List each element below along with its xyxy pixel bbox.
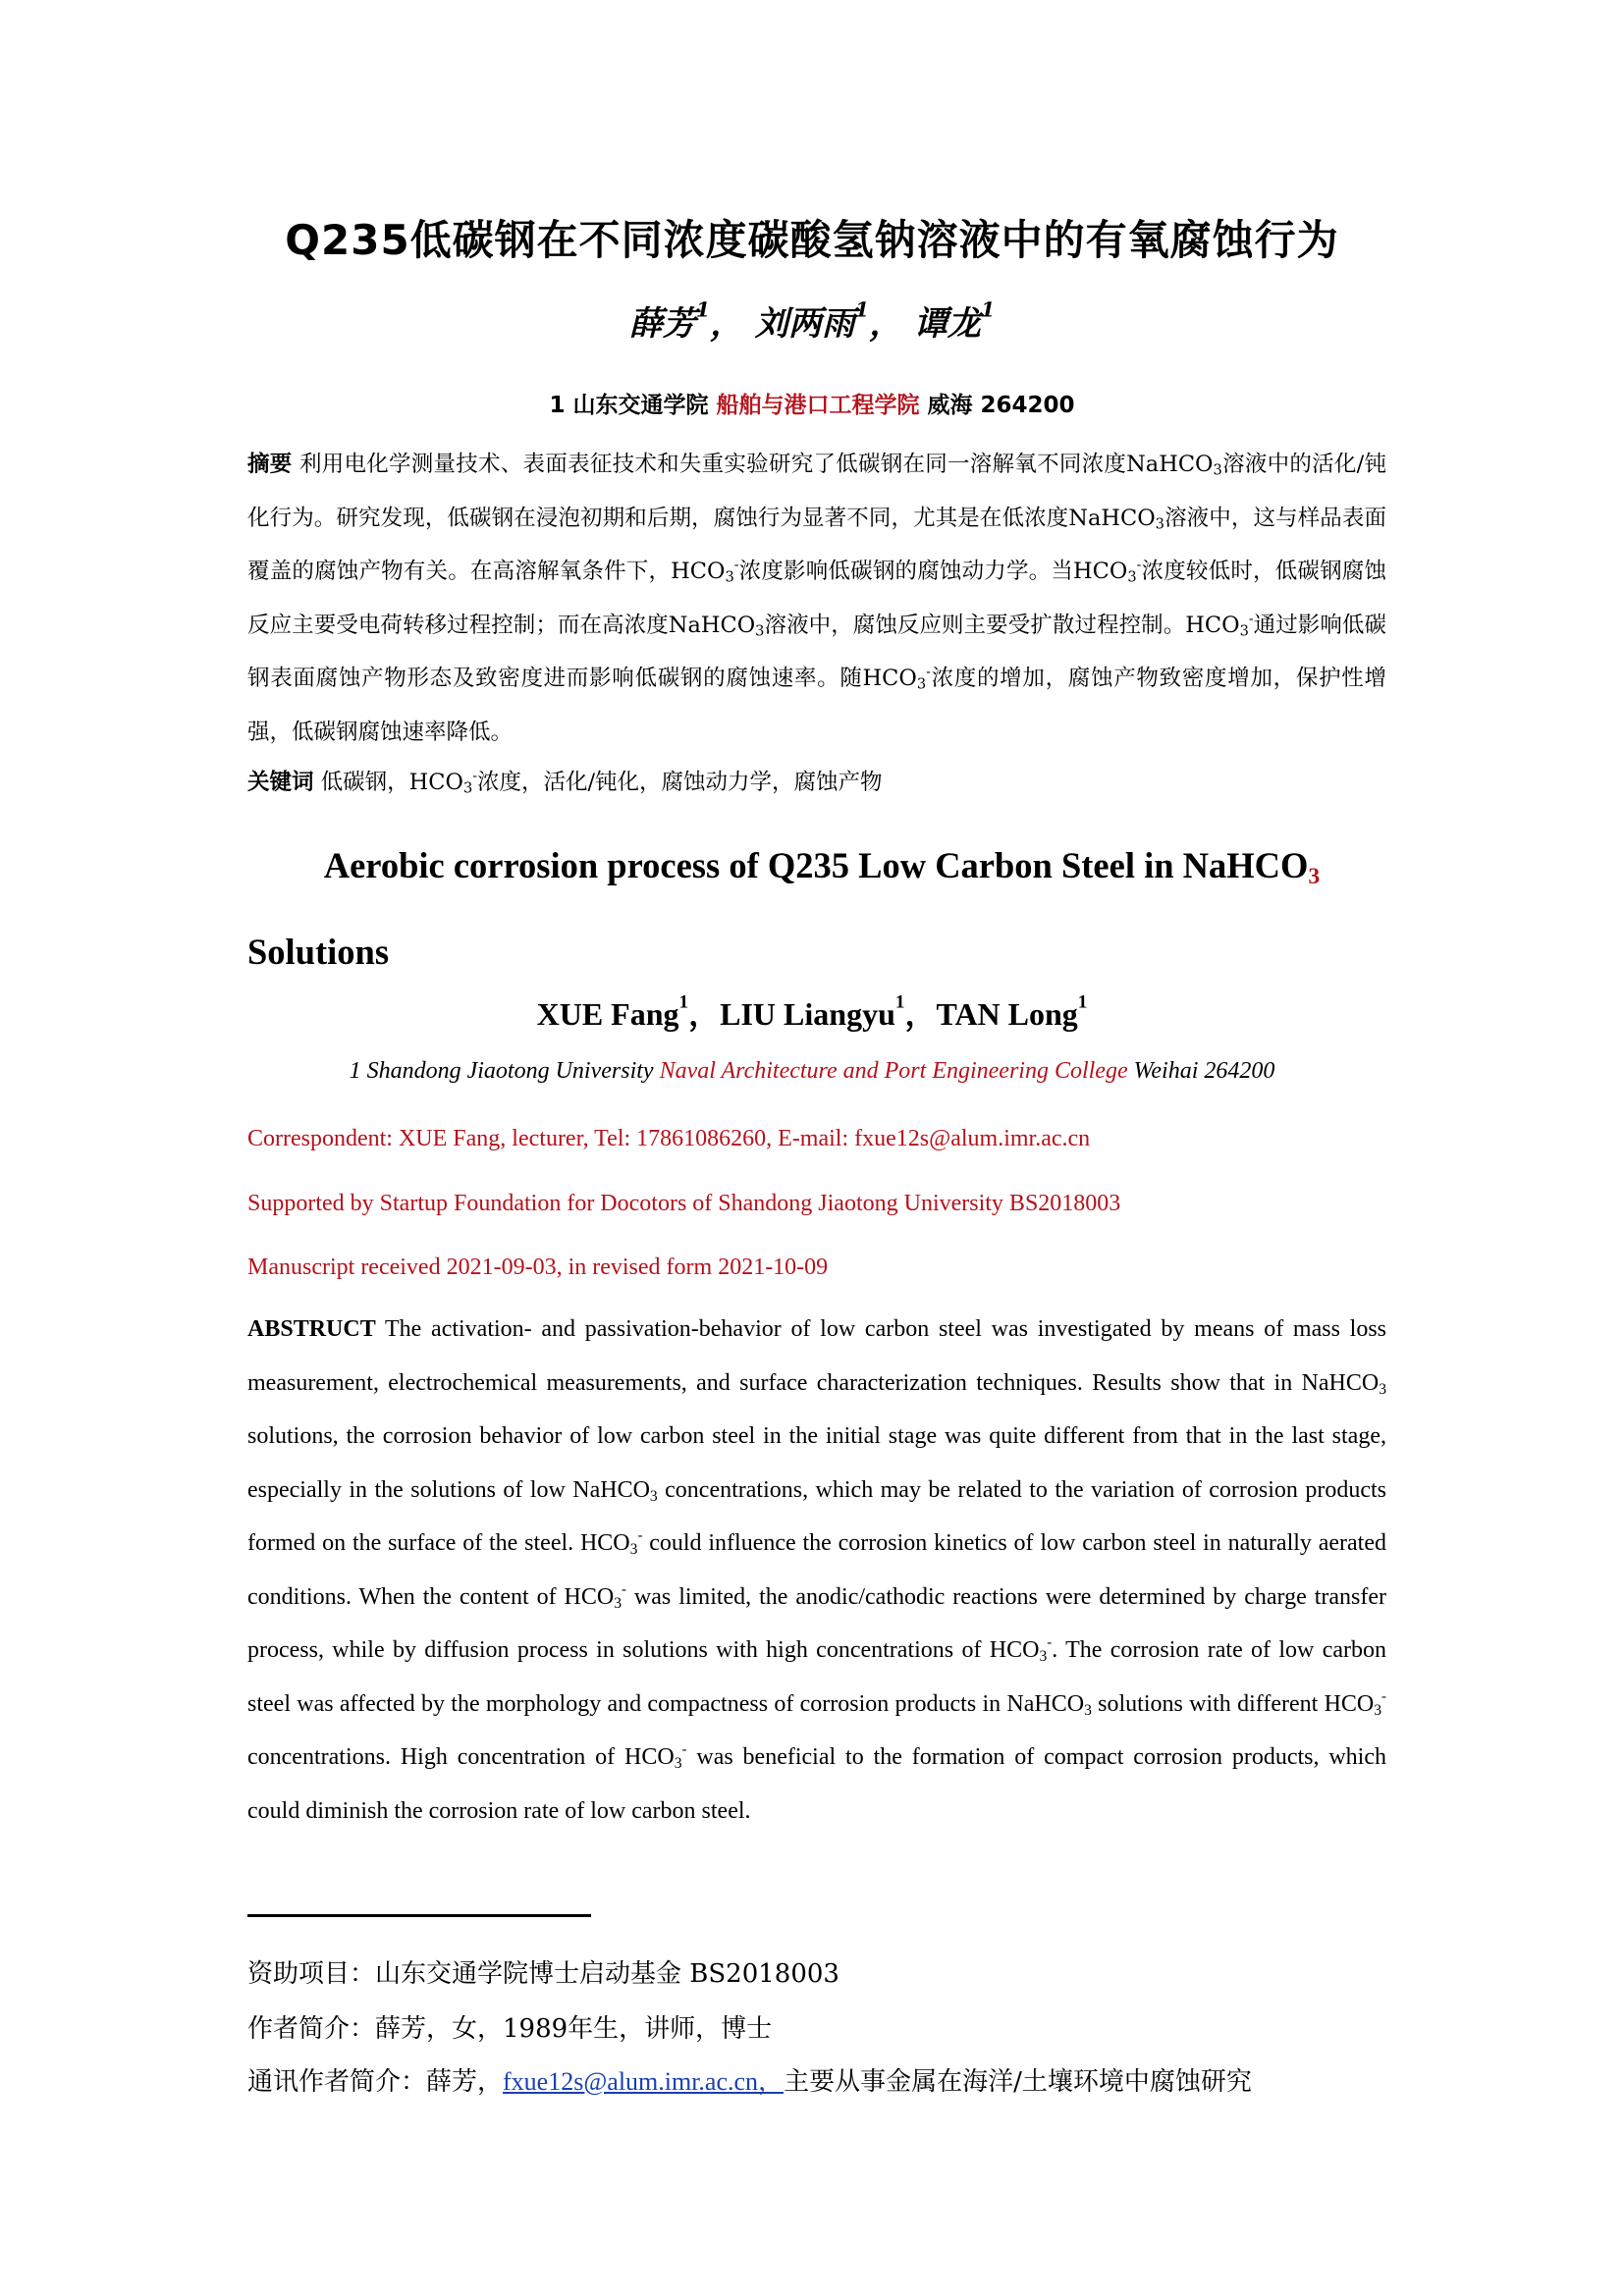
affiliation-prefix: 1 山东交通学院 <box>549 393 717 418</box>
keywords-text: 低碳钢，HCO <box>313 770 463 795</box>
author-affiliation-mark: 1 <box>894 991 905 1013</box>
affiliation-prefix: 1 Shandong Jiaotong University <box>349 1058 660 1084</box>
subscript: 3 <box>725 568 734 586</box>
author-affiliation-mark: 1 <box>854 297 870 322</box>
subscript: 3 <box>1239 622 1249 640</box>
abstract-text: could influence the corrosion kinetics of low carbon steel in naturally aerated conditions. When the content of HCO <box>247 1530 1387 1610</box>
author-separator: ， <box>710 304 744 344</box>
chinese-abstract <box>247 438 1386 759</box>
superscript: - <box>926 664 931 680</box>
superscript: - <box>622 1581 626 1598</box>
title-text: Aerobic corrosion process of Q235 Low Carbon Steel in NaHCO <box>323 845 1309 885</box>
superscript: - <box>1381 1688 1386 1705</box>
english-affiliation <box>0 1058 1624 1085</box>
author-affiliation-mark: 1 <box>1077 991 1088 1013</box>
subscript: 3 <box>674 1754 682 1772</box>
english-title-line1 <box>247 823 1396 909</box>
abstract-text: 溶液中，腐蚀反应则主要受扩散过程控制。HCO <box>764 612 1240 638</box>
author-name: 刘两雨 <box>754 304 855 344</box>
author-affiliation-mark: 1 <box>678 991 689 1013</box>
subscript: 3 <box>1127 568 1137 586</box>
subscript: 3 <box>1308 863 1321 889</box>
subscript: 3 <box>462 779 473 797</box>
superscript: - <box>733 557 739 573</box>
abstract-text: 溶液中，这与样品表面覆盖的腐蚀产物有关。在高溶解氧条件下，HCO <box>247 505 1386 584</box>
superscript: - <box>1136 557 1142 573</box>
english-abstract <box>247 1303 1386 1838</box>
superscript: - <box>637 1527 643 1544</box>
footnote-funding: 资助项目：山东交通学院博士启动基金 BS2018003 <box>247 1959 839 1989</box>
superscript: - <box>681 1741 687 1758</box>
footnote-text: 主要从事金属在海洋/土壤环境中腐蚀研究 <box>784 2067 1252 2097</box>
affiliation-suffix: Weihai 264200 <box>1127 1058 1275 1084</box>
subscript: 3 <box>1379 1380 1386 1398</box>
superscript: - <box>472 768 477 784</box>
chinese-title: Q235低碳钢在不同浓度碳酸氢钠溶液中的有氧腐蚀行为 <box>285 216 1339 264</box>
author-name: 薛芳 <box>628 304 696 344</box>
author-separator: ， <box>904 996 937 1032</box>
affiliation-college: Naval Architecture and Port Engineering College <box>659 1058 1128 1084</box>
author-name: XUE Fang <box>536 996 679 1032</box>
abstract-text: 浓度较低时，低碳钢腐蚀反应主要受电荷转移过程控制；而在高浓度NaHCO <box>247 559 1386 638</box>
subscript: 3 <box>916 675 927 693</box>
keywords-text: 浓度，活化/钝化，腐蚀动力学，腐蚀产物 <box>476 770 883 795</box>
superscript: - <box>1248 610 1254 626</box>
abstract-text: 通过影响低碳钢表面腐蚀产物形态及致密度进而影响低碳钢的腐蚀速率。随HCO <box>247 612 1386 691</box>
author-affiliation-mark: 1 <box>695 297 711 322</box>
abstract-text: 浓度影响低碳钢的腐蚀动力学。当HCO <box>738 559 1128 584</box>
abstract-text: 浓度的增加，腐蚀产物致密度增加，保护性增强，低碳钢腐蚀速率降低。 <box>247 666 1386 745</box>
subscript: 3 <box>614 1594 623 1612</box>
abstract-label: ABSTRUCT <box>247 1316 376 1342</box>
abstract-text: concentrations, which may be related to the variation of corrosion products formed on the surface of the steel. HCO <box>247 1476 1386 1556</box>
correspondent-line: Correspondent: XUE Fang, lecturer, Tel: 17861086260, E-mail: fxue12s@alum.imr.ac.cn <box>247 1126 1091 1151</box>
author-separator: ， <box>688 996 721 1032</box>
english-title <box>247 823 1396 995</box>
subscript: 3 <box>1155 515 1164 533</box>
abstract-text: was beneficial to the formation of compact corrosion products, which could diminish the corrosion rate of low carbon steel. <box>247 1744 1387 1824</box>
author-separator: ， <box>869 304 903 344</box>
author-name: 谭龙 <box>913 304 981 344</box>
subscript: 3 <box>1213 461 1222 479</box>
subscript: 3 <box>1084 1701 1092 1719</box>
english-authors <box>0 989 1624 1035</box>
author-name: TAN Long <box>936 996 1078 1032</box>
chinese-authors <box>0 296 1624 345</box>
english-title-line2: Solutions <box>247 932 390 972</box>
abstract-text: concentrations. High concentration of HCO <box>247 1744 675 1770</box>
abstract-text: The activation- and passivation-behavior of low carbon steel was investigated by means of mass loss measurement, electrochemical measurements, and surface characterization techniques. Results show that in NaHCO <box>247 1316 1386 1396</box>
abstract-text: was limited, the anodic/cathodic reactions were determined by charge transfer process, while by diffusion process in solutions with high concentrations of HCO <box>247 1583 1386 1663</box>
manuscript-date-line: Manuscript received 2021-09-03, in revised form 2021-10-09 <box>247 1255 829 1280</box>
subscript: 3 <box>649 1487 658 1505</box>
corresponding-email-link[interactable]: fxue12s@alum.imr.ac.cn， <box>503 2067 785 2096</box>
footnote-divider <box>247 1914 591 1917</box>
subscript: 3 <box>755 622 765 640</box>
footnote-text: 通讯作者简介：薛芳， <box>247 2067 504 2097</box>
chinese-affiliation <box>0 387 1624 419</box>
affiliation-suffix: 威海 264200 <box>919 393 1075 418</box>
author-name: LIU Liangyu <box>720 996 895 1032</box>
author-affiliation-mark: 1 <box>980 297 996 322</box>
supported-by-line: Supported by Startup Foundation for Docotors of Shandong Jiaotong University BS2018003 <box>247 1191 1121 1216</box>
keywords-label: 关键词 <box>247 770 314 795</box>
abstract-text: . The corrosion rate of low carbon steel was affected by the morphology and compactness of corrosion products in NaHCO <box>247 1637 1387 1717</box>
chinese-keywords <box>247 758 1386 807</box>
abstract-text: solutions with different HCO <box>1091 1690 1375 1717</box>
superscript: - <box>1047 1634 1053 1651</box>
abstract-text: 溶液中的活化/钝化行为。研究发现，低碳钢在浸泡初期和后期，腐蚀行为显著不同，尤其是在低浓度NaHCO <box>247 452 1386 531</box>
abstract-text: 利用电化学测量技术、表面表征技术和失重实验研究了低碳钢在同一溶解氧不同浓度NaHCO <box>292 452 1214 477</box>
subscript: 3 <box>629 1540 638 1558</box>
abstract-label: 摘要 <box>247 452 293 477</box>
abstract-text: solutions, the corrosion behavior of low carbon steel in the initial stage was quite different from that in the last stage, especially in the solutions of low NaHCO <box>247 1423 1386 1503</box>
footnote-author-bio: 作者简介：薛芳，女，1989年生，讲师，博士 <box>247 2014 773 2044</box>
affiliation-college: 船舶与港口工程学院 <box>716 393 920 418</box>
subscript: 3 <box>1374 1701 1382 1719</box>
subscript: 3 <box>1039 1647 1048 1665</box>
footnote-corresponding-author <box>247 2061 1475 2098</box>
